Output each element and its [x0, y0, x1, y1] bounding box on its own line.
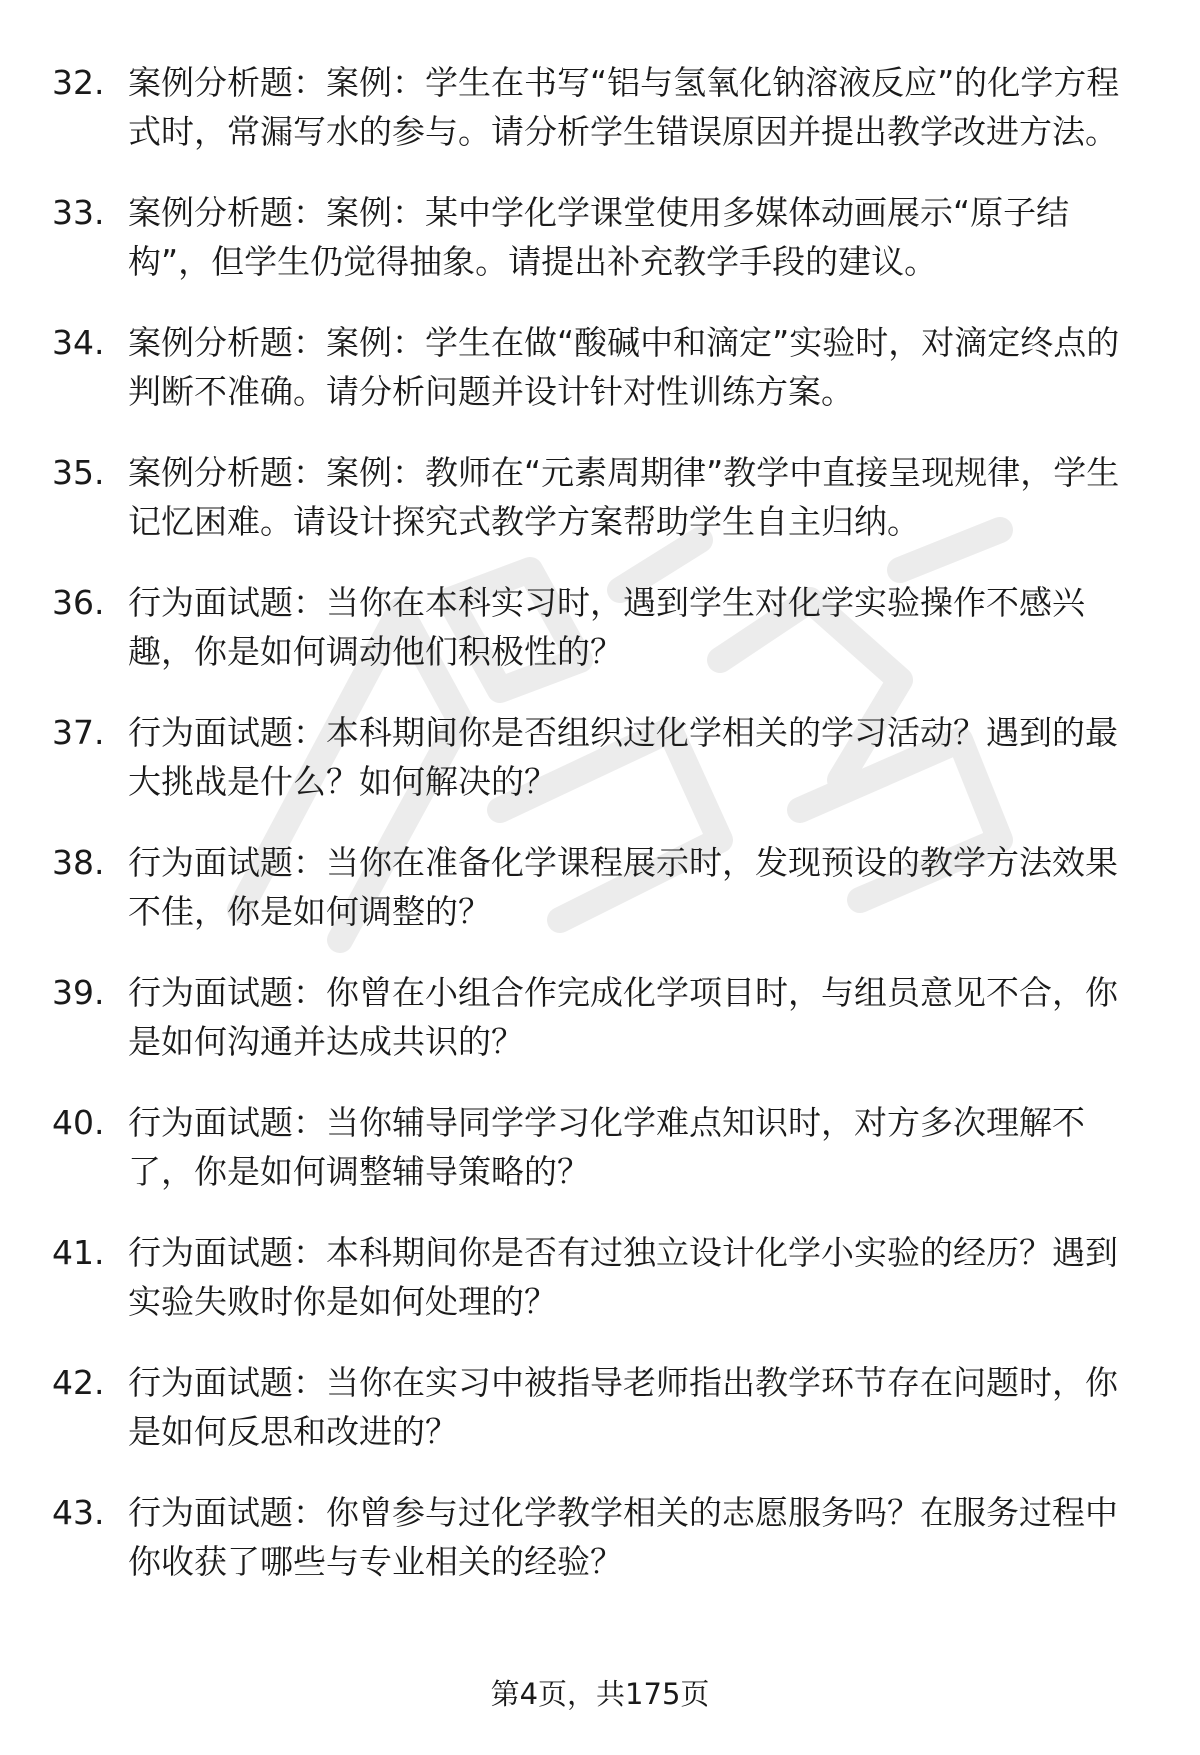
- question-text: 行为面试题：当你辅导同学学习化学难点知识时，对方多次理解不了，你是如何调整辅导策略的？: [128, 1103, 1085, 1191]
- question-text: 行为面试题：本科期间你是否有过独立设计化学小实验的经历？遇到实验失败时你是如何处理的？: [128, 1233, 1118, 1321]
- question-item: [52, 448, 1162, 578]
- question-text: 案例分析题：案例：学生在书写“铝与氢氧化钠溶液反应”的化学方程式时，常漏写水的参与。请分析学生错误原因并提出教学改进方法。: [128, 63, 1120, 151]
- question-number: 34.: [52, 323, 105, 362]
- question-item: [52, 1488, 1162, 1618]
- question-item: [52, 318, 1162, 448]
- question-number: 35.: [52, 453, 105, 492]
- question-text: 行为面试题：你曾在小组合作完成化学项目时，与组员意见不合，你是如何沟通并达成共识的？: [128, 973, 1118, 1061]
- question-text: 行为面试题：当你在本科实习时，遇到学生对化学实验操作不感兴趣，你是如何调动他们积极性的？: [128, 583, 1085, 671]
- question-number: 41.: [52, 1233, 105, 1272]
- question-number: 36.: [52, 583, 105, 622]
- question-item: [52, 1358, 1162, 1488]
- question-item: [52, 838, 1162, 968]
- question-text: 行为面试题：本科期间你是否组织过化学相关的学习活动？遇到的最大挑战是什么？如何解决的？: [128, 713, 1118, 801]
- question-item: [52, 578, 1162, 708]
- question-item: [52, 58, 1162, 188]
- page-number-footer: 第4页，共175页: [490, 1677, 710, 1711]
- question-text: 案例分析题：案例：教师在“元素周期律”教学中直接呈现规律，学生记忆困难。请设计探究式教学方案帮助学生自主归纳。: [128, 453, 1120, 541]
- question-number: 43.: [52, 1493, 105, 1532]
- question-number: 33.: [52, 193, 105, 232]
- question-text: 行为面试题：当你在实习中被指导老师指出教学环节存在问题时，你是如何反思和改进的？: [128, 1363, 1118, 1451]
- question-number: 40.: [52, 1103, 105, 1142]
- question-number: 38.: [52, 843, 105, 882]
- question-text: 案例分析题：案例：某中学化学课堂使用多媒体动画展示“原子结构”，但学生仍觉得抽象。请提出补充教学手段的建议。: [128, 193, 1070, 281]
- question-item: [52, 968, 1162, 1098]
- question-number: 39.: [52, 973, 105, 1012]
- question-item: [52, 1098, 1162, 1228]
- question-text: 案例分析题：案例：学生在做“酸碱中和滴定”实验时，对滴定终点的判断不准确。请分析问题并设计针对性训练方案。: [128, 323, 1120, 411]
- question-text: 行为面试题：当你在准备化学课程展示时，发现预设的教学方法效果不佳，你是如何调整的？: [128, 843, 1118, 931]
- question-item: [52, 1228, 1162, 1358]
- question-text: 行为面试题：你曾参与过化学教学相关的志愿服务吗？在服务过程中你收获了哪些与专业相关的经验？: [128, 1493, 1118, 1581]
- question-item: [52, 708, 1162, 838]
- question-number: 37.: [52, 713, 105, 752]
- question-number: 32.: [52, 63, 105, 102]
- question-number: 42.: [52, 1363, 105, 1402]
- question-item: [52, 188, 1162, 318]
- question-list: [52, 58, 1162, 1618]
